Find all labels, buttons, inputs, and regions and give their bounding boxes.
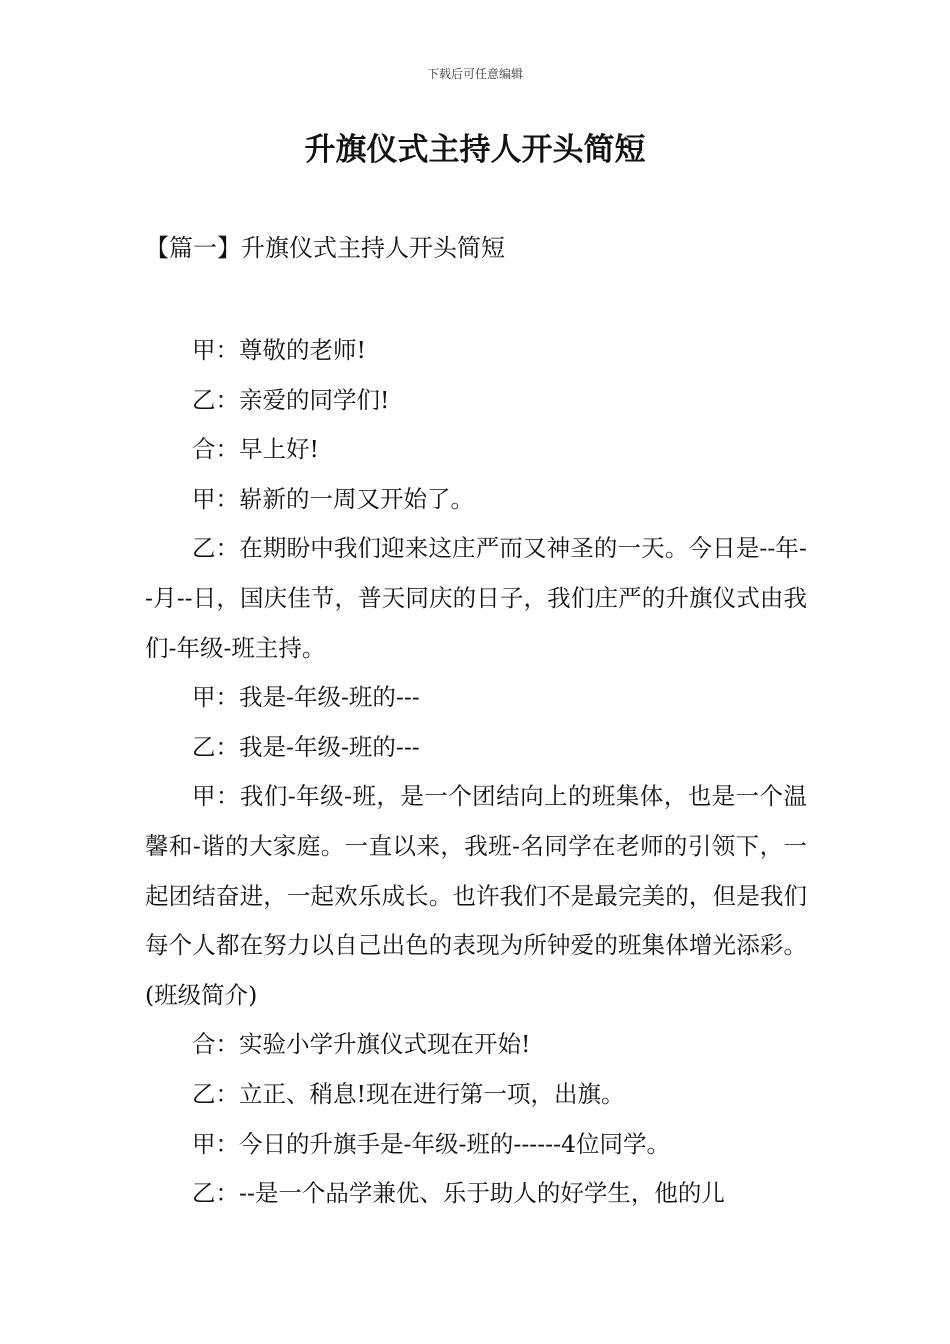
document-title: 升旗仪式主持人开头简短 [304,132,646,168]
header-note: 下载后可任意编辑 [426,67,523,81]
paragraph: 甲：我是-年级-班的--- [192,683,420,712]
paragraph: 合：实验小学升旗仪式现在开始! [192,1030,531,1059]
paragraph: 甲：今日的升旗手是-年级-班的------4位同学。 [192,1129,670,1158]
document-body [145,326,807,1219]
paragraph: 合：早上好! [192,435,319,464]
paragraph: 甲：崭新的一周又开始了。 [192,484,474,513]
paragraph: 乙：我是-年级-班的--- [192,732,420,761]
paragraph: 乙：--是一个品学兼优、乐于助人的好学生，他的儿 [192,1179,725,1208]
paragraph: 乙：在期盼中我们迎来这庄严而又神圣的一天。今日是--年--月--日，国庆佳节，普天同庆的日子，我们庄严的升旗仪式由我们-年级-班主持。 [145,534,807,662]
paragraph: 乙：立正、稍息!现在进行第一项，出旗。 [192,1079,625,1108]
paragraph: 甲：尊敬的老师! [192,336,366,364]
paragraph: 甲：我们-年级-班，是一个团结向上的班集体，也是一个温馨和-谐的大家庭。一直以来，我班-名同学在老师的引领下，一起团结奋进，一起欢乐成长。也许我们不是最完美的，但是我们每个人都在努力以自己出色的表现为所钟爱的班集体增光添彩。(班级简介) [145,782,807,1009]
section-heading: 【篇一】升旗仪式主持人开头简短 [145,234,505,262]
paragraph: 乙：亲爱的同学们! [192,385,390,414]
